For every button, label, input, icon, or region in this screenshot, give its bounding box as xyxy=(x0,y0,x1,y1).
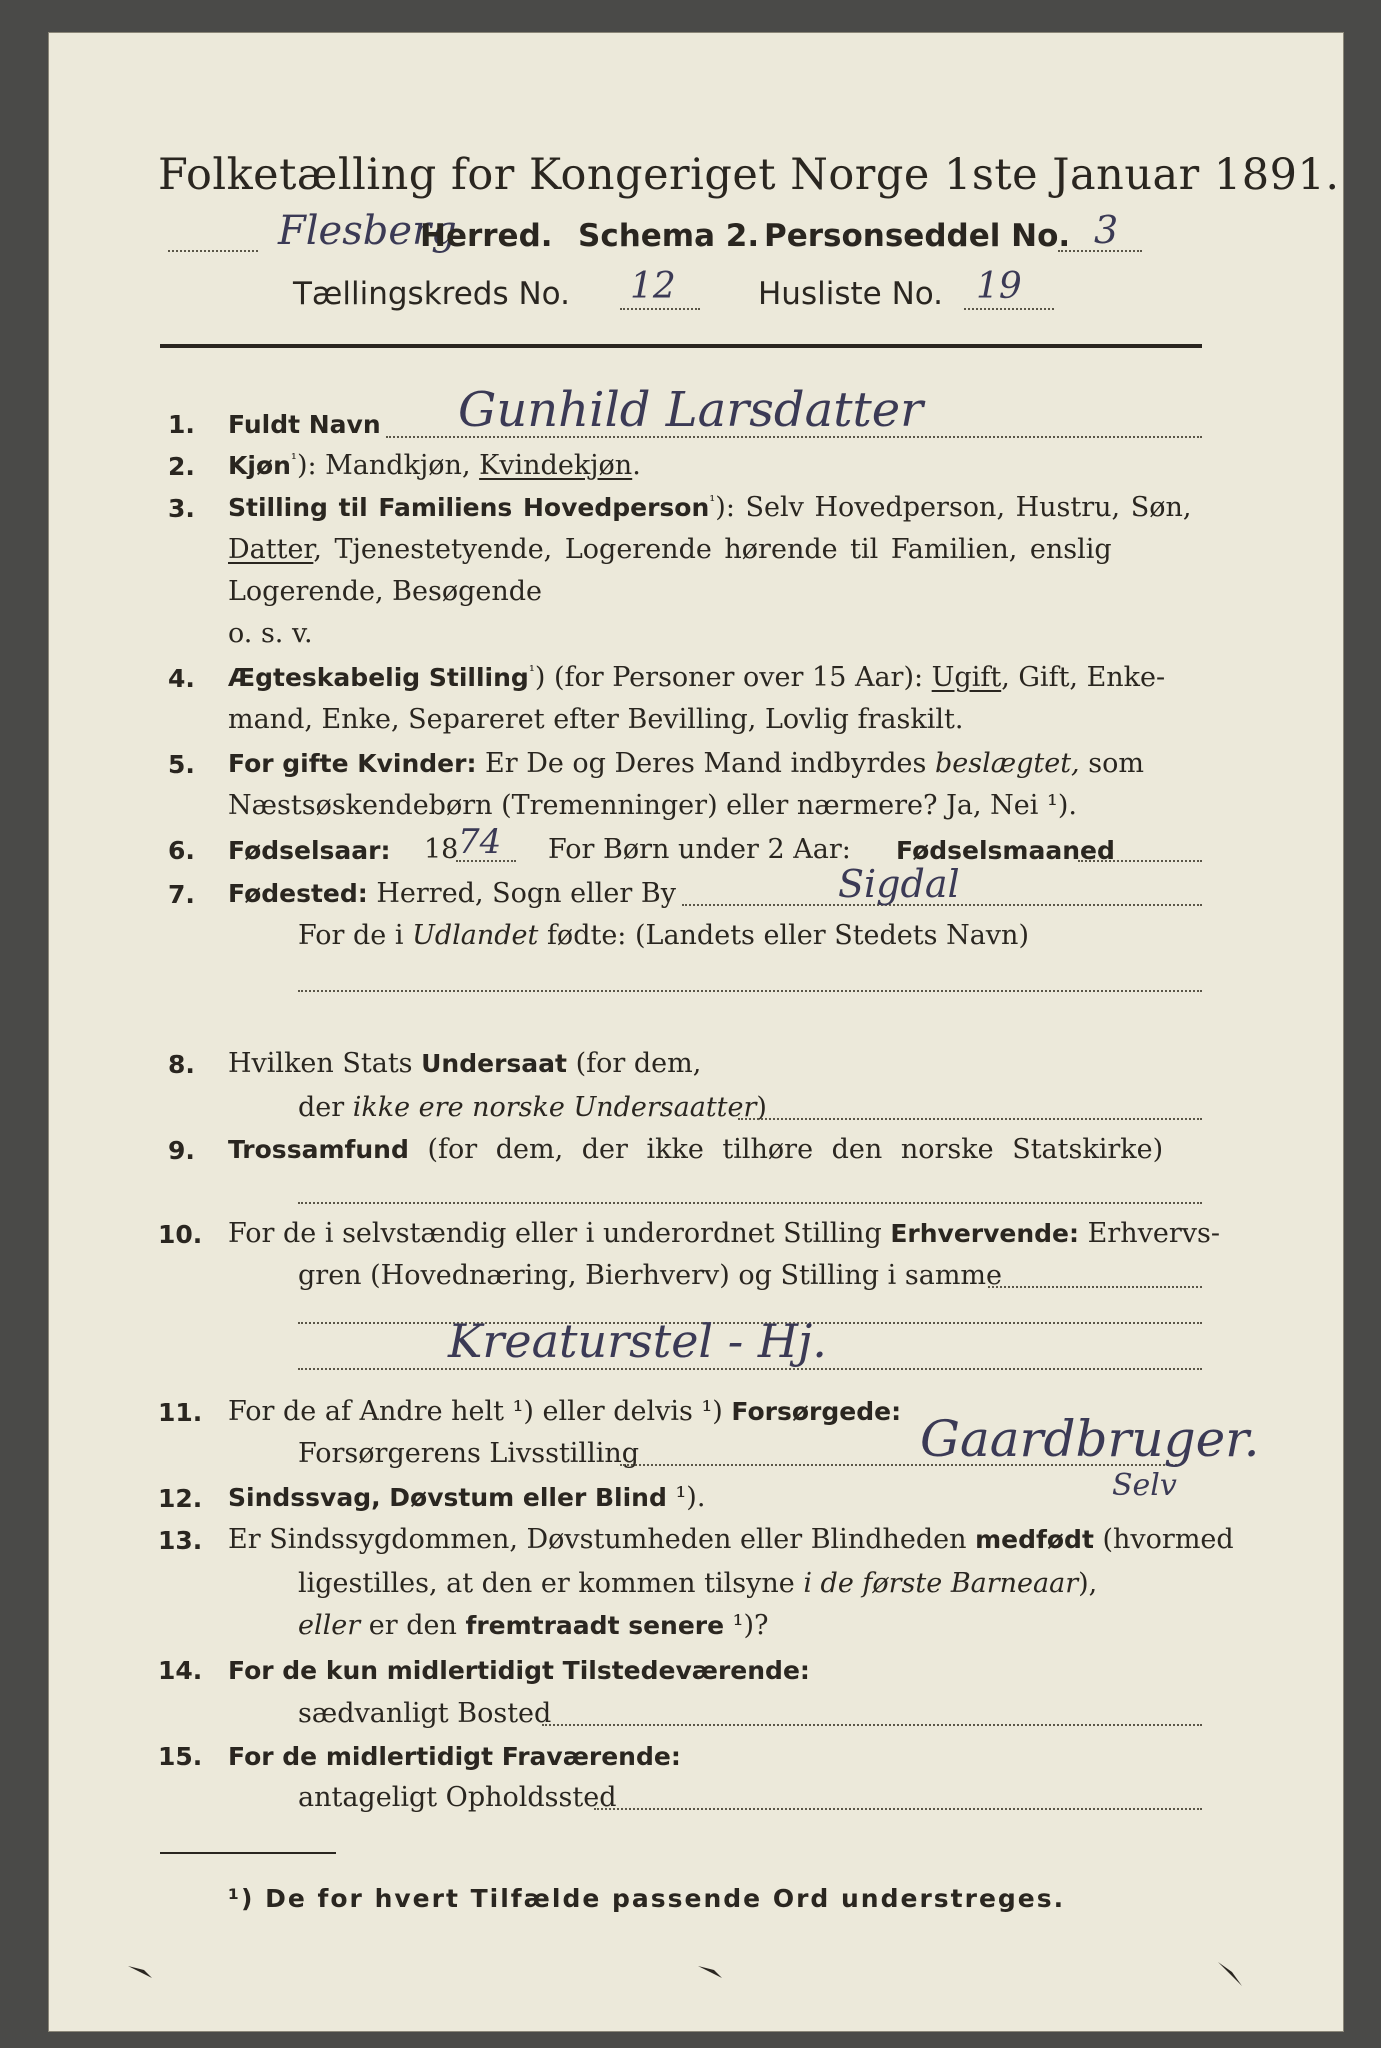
q15-label: For de midlertidigt Fraværende: xyxy=(228,1742,681,1771)
q2-sup: ¹ xyxy=(290,450,297,468)
q6-number: 6. xyxy=(168,836,195,865)
corner-mark-right xyxy=(1218,1962,1242,1986)
q12-line1 xyxy=(228,1484,705,1511)
q6-label: Fødselsaar: xyxy=(228,836,391,865)
q8-line2-italic: ikke ere norske Undersaatter xyxy=(352,1092,757,1123)
q3-line4: o. s. v. xyxy=(228,618,313,649)
herred-value: Flesberg xyxy=(278,208,457,254)
q8-line2-b: ) xyxy=(756,1092,767,1123)
q11-line1 xyxy=(228,1398,901,1425)
q6-prefix: 18 xyxy=(424,834,459,865)
q13-line2-b: ), xyxy=(1078,1568,1098,1599)
q10-dotline-b xyxy=(298,1368,1202,1370)
kreds-label: Tællingskreds No. xyxy=(293,276,570,312)
q10-label: Erhvervende: xyxy=(890,1219,1080,1248)
q5-italic: beslægtet, xyxy=(934,748,1080,779)
bottom-marks xyxy=(108,1956,1288,1996)
q9-text-a: (for dem, der ikke tilhøre den norske Statskirke) xyxy=(408,1134,1164,1165)
q13-text-b: (hvormed xyxy=(1093,1524,1234,1555)
q5-text-a: Er De og Deres Mand indbyrdes xyxy=(476,748,935,779)
footnote: ¹) De for hvert Tilfælde passende Ord understreges. xyxy=(228,1884,1066,1913)
q4-line1 xyxy=(228,664,1165,691)
q2-label: Kjøn xyxy=(228,451,291,480)
q13-line1 xyxy=(228,1526,1234,1553)
q4-underlined: Ugift xyxy=(931,662,1002,693)
footnote-rule xyxy=(160,1852,336,1854)
q15-number: 15. xyxy=(158,1742,203,1771)
q6-label2: Fødselsmaaned xyxy=(896,836,1115,865)
personseddel-label: Personseddel No. xyxy=(764,218,1071,254)
q9-dotline xyxy=(298,1202,1202,1204)
q3-underlined: Datter xyxy=(228,534,314,565)
q13-number: 13. xyxy=(158,1526,203,1555)
corner-mark-left xyxy=(128,1966,152,1978)
personseddel-dotline xyxy=(1058,250,1142,252)
q5-label: For gifte Kvinder: xyxy=(228,749,477,778)
q7-abroad-dotline xyxy=(298,990,1202,992)
q3-line1 xyxy=(228,494,1191,521)
kreds-dotline xyxy=(620,308,700,310)
q14-line2: sædvanligt Bosted xyxy=(298,1698,552,1729)
q10-line1 xyxy=(228,1220,1220,1247)
q7-line2-italic: Udlandet xyxy=(412,920,539,951)
corner-mark-center xyxy=(698,1966,722,1978)
q14-number: 14. xyxy=(158,1656,203,1685)
q3-line2-text: , Tjenestetyende, Logerende hørende til Familien, enslig xyxy=(313,534,1112,565)
q8-line1-b: (for dem, xyxy=(566,1048,702,1079)
herred-dotline xyxy=(168,250,258,252)
q4-number: 4. xyxy=(168,664,195,693)
q12-value: Selv xyxy=(1112,1468,1177,1503)
schema-label: Schema 2. xyxy=(578,218,760,254)
q2-text-a: ): Mandkjøn, xyxy=(296,450,480,481)
q3-number: 3. xyxy=(168,494,195,523)
q2-number: 2. xyxy=(168,452,195,481)
q8-line1 xyxy=(228,1050,701,1077)
q10-number: 10. xyxy=(158,1220,203,1249)
q4-label: Ægteskabelig Stilling xyxy=(228,663,529,692)
census-form-sheet xyxy=(48,32,1344,2032)
q8-dotline xyxy=(738,1118,1202,1120)
q13-line3-c: ¹)? xyxy=(724,1610,769,1641)
q10-value: Kreaturstel - Hj. xyxy=(448,1314,827,1368)
q6-month-dotline xyxy=(1078,860,1202,862)
q1-label: Fuldt Navn xyxy=(228,410,381,439)
personseddel-value: 3 xyxy=(1094,208,1119,252)
q4-text-a: ) (for Personer over 15 Aar): xyxy=(534,662,932,693)
q7-label: Fødested: xyxy=(228,879,368,908)
q9-label: Trossamfund xyxy=(228,1135,409,1164)
q6-text-a: For Børn under 2 Aar: xyxy=(548,834,851,865)
q4-sup: ¹ xyxy=(528,662,535,680)
q11-label: Forsørgede: xyxy=(731,1397,902,1426)
q6-value: 74 xyxy=(458,822,502,862)
q13-line3 xyxy=(298,1612,769,1639)
q5-text-b: som xyxy=(1079,748,1144,779)
q13-line3-a: er den xyxy=(360,1610,466,1641)
husliste-label: Husliste No. xyxy=(758,276,944,312)
q8-line2 xyxy=(298,1094,767,1121)
q8-number: 8. xyxy=(168,1050,195,1079)
q13-line3-bold: fremtraadt senere xyxy=(465,1611,725,1640)
q13-text-a: Er Sindssygdommen, Døvstumheden eller Blindheden xyxy=(228,1524,976,1555)
q14-dotline xyxy=(542,1724,1202,1726)
q2-text xyxy=(228,452,641,479)
header-rule xyxy=(160,344,1202,348)
q11-value: Gaardbruger. xyxy=(920,1410,1260,1468)
q13-line2-italic: i de første Barneaar xyxy=(803,1568,1079,1599)
q12-number: 12. xyxy=(158,1484,203,1513)
q8-line2-a: der xyxy=(298,1092,353,1123)
q10-text-a: For de i selvstændig eller i underordnet Stilling xyxy=(228,1218,891,1249)
q10-line2-dotline xyxy=(988,1286,1202,1288)
q5-line1 xyxy=(228,750,1144,777)
q8-label: Undersaat xyxy=(421,1049,567,1078)
q6-dotline xyxy=(456,860,516,862)
q11-line2: Forsørgerens Livsstilling xyxy=(298,1438,640,1469)
q11-text-a: For de af Andre helt ¹) eller delvis ¹) xyxy=(228,1396,732,1427)
q9-number: 9. xyxy=(168,1136,195,1165)
q9-line1 xyxy=(228,1136,1163,1163)
q13-line3-italic: eller xyxy=(298,1610,361,1641)
kreds-value: 12 xyxy=(630,266,676,307)
q3-label: Stilling til Familiens Hovedperson xyxy=(228,493,710,522)
q3-line2 xyxy=(228,536,1112,563)
q1-number: 1. xyxy=(168,410,195,439)
q13-line2 xyxy=(298,1570,1097,1597)
q3-line3: Logerende, Besøgende xyxy=(228,576,542,607)
q7-text-a: Herred, Sogn eller By xyxy=(367,878,676,909)
husliste-value: 19 xyxy=(976,266,1022,307)
husliste-dotline xyxy=(964,308,1054,310)
q4-text-b: , Gift, Enke- xyxy=(1001,662,1166,693)
q7-line2-a: For de i xyxy=(298,920,413,951)
q2-underlined: Kvindekjøn xyxy=(479,450,633,481)
q3-sup: ¹ xyxy=(709,492,716,510)
q7-value: Sigdal xyxy=(838,862,960,906)
q7-line2 xyxy=(298,922,1029,949)
q5-line2: Næstsøskendebørn (Tremenninger) eller nærmere? Ja, Nei ¹). xyxy=(228,790,1077,821)
q12-label: Sindssvag, Døvstum eller Blind xyxy=(228,1483,667,1512)
q4-line2: mand, Enke, Separeret efter Bevilling, Lovlig fraskilt. xyxy=(228,704,964,735)
q12-text-a: ¹). xyxy=(666,1482,706,1513)
q13-label: medfødt xyxy=(975,1525,1094,1554)
herred-label: Herred. xyxy=(420,218,553,254)
q14-label: For de kun midlertidigt Tilstedeværende: xyxy=(228,1656,810,1685)
q10-line2: gren (Hovednæring, Bierhverv) og Stilling i samme xyxy=(298,1260,1003,1291)
q1-value: Gunhild Larsdatter xyxy=(458,382,924,438)
q3-text-a: ): Selv Hovedperson, Hustru, Søn, xyxy=(715,492,1192,523)
q10-text-b: Erhvervs- xyxy=(1079,1218,1220,1249)
q7-line2-b: fødte: (Landets eller Stedets Navn) xyxy=(538,920,1029,951)
q2-text-c: . xyxy=(632,450,641,481)
q7-number: 7. xyxy=(168,880,195,909)
q11-number: 11. xyxy=(158,1398,203,1427)
q15-dotline xyxy=(594,1808,1202,1810)
q13-line2-a: ligestilles, at den er kommen tilsyne xyxy=(298,1568,804,1599)
q8-line1-a: Hvilken Stats xyxy=(228,1048,422,1079)
q15-line2: antageligt Opholdssted xyxy=(298,1782,617,1813)
form-title: Folketælling for Kongeriget Norge 1ste Januar 1891. xyxy=(158,150,1340,200)
q7-line1 xyxy=(228,880,676,907)
q5-number: 5. xyxy=(168,750,195,779)
